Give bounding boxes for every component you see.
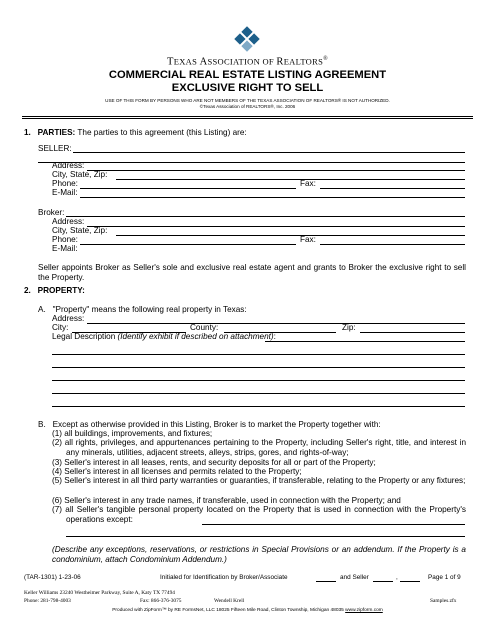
section-1-heading: 1. PARTIES: The parties to this agreement (this Listing) are:	[24, 128, 247, 137]
broker-city-label: City, State, Zip:	[52, 226, 108, 235]
list-item: (4) Seller's interest in all licenses and permits related to the Property;	[52, 467, 302, 476]
seller-email-label: E-Mail:	[52, 188, 78, 197]
broker-fax-label: Fax:	[300, 235, 316, 244]
copyright: ©Texas Association of REALTORS®, Inc. 2006	[199, 104, 296, 109]
seller-email-line[interactable]	[80, 197, 465, 198]
header-rule	[22, 116, 473, 117]
seller-label: SELLER:	[38, 144, 72, 153]
header-rule-2	[22, 118, 473, 119]
describe-note: (Describe any exceptions, reservations, or restrictions in Special Provisions or an addendum. If the Property is a condominium, attach Condominium Addendum.)	[52, 545, 466, 564]
seller-initials-line-2[interactable]	[400, 581, 420, 582]
legal-line-1[interactable]	[52, 354, 465, 355]
appointment-paragraph: Seller appoints Broker as Seller's sole and exclusive real estate agent and grants to Broker the exclusive right to sell the Property.	[38, 263, 466, 282]
broker-fax-line[interactable]	[320, 244, 465, 245]
legal-line-4[interactable]	[52, 393, 465, 394]
tar-logo-icon	[234, 26, 260, 52]
broker-address-line[interactable]	[87, 226, 465, 227]
broker-phone-line[interactable]	[80, 244, 296, 245]
company-fax: Fax: 866-376-3075	[140, 598, 182, 604]
initials-comma: ,	[396, 574, 398, 581]
org-name: TEXAS ASSOCIATION OF REALTORS®	[167, 56, 328, 68]
seller-name-line[interactable]	[73, 152, 465, 153]
seller-fax-line[interactable]	[320, 188, 465, 189]
page-number: Page 1 of 9	[428, 574, 461, 581]
form-id: (TAR-1301) 1-23-06	[24, 574, 81, 581]
property-zip-line[interactable]	[360, 332, 465, 333]
legal-line-0[interactable]	[265, 341, 465, 342]
property-city-label: City:	[52, 323, 69, 332]
company-phone: Phone: 281-798-4003	[24, 598, 71, 604]
section-2-heading: 2. PROPERTY:	[24, 286, 85, 295]
seller-city-line[interactable]	[116, 179, 465, 180]
broker-initials-line[interactable]	[316, 581, 336, 582]
exceptions-line-0[interactable]	[202, 524, 465, 525]
use-notice: USE OF THIS FORM BY PERSONS WHO ARE NOT MEMBERS OF THE TEXAS ASSOCIATION OF REALTORS® IS NOT AUTHORIZED.	[105, 98, 390, 103]
broker-email-label: E-Mail:	[52, 244, 78, 253]
legal-description-label: Legal Description (Identify exhibit if described on attachment):	[52, 332, 276, 341]
legal-line-2[interactable]	[52, 367, 465, 368]
property-address-label: Address:	[52, 314, 85, 323]
initials-label: Initialed for Identification by Broker/Associate	[160, 574, 288, 581]
property-address-line[interactable]	[87, 323, 465, 324]
agent-name: Wendell Krell	[214, 598, 245, 604]
seller-phone-label: Phone:	[52, 179, 78, 188]
zipform-credit: Produced with ZipForm™ by RE FormsNet, LLC 18025 Fifteen Mile Road, Clinton Township, Michigan 48035 www.zipform.com	[112, 608, 383, 613]
form-subtitle: EXCLUSIVE RIGHT TO SELL	[171, 82, 324, 94]
legal-line-5[interactable]	[52, 406, 465, 407]
seller-name-line-2[interactable]	[38, 162, 465, 163]
seller-phone-line[interactable]	[80, 188, 296, 189]
list-item: (2) all rights, privileges, and appurtenances pertaining to the Property, including Seller's right, title, and interest in any minerals, utilities, adjacent streets, alleys, strips, gores, and rights-of-way;	[52, 438, 467, 457]
broker-phone-label: Phone:	[52, 235, 78, 244]
broker-label: Broker:	[38, 208, 65, 217]
list-item: (6) Seller's interest in any trade names, if transferable, used in connection with the Property; and	[52, 496, 401, 505]
broker-city-line[interactable]	[116, 235, 465, 236]
seller-fax-label: Fax:	[300, 179, 316, 188]
property-zip-label: Zip:	[342, 323, 356, 332]
form-title: COMMERCIAL REAL ESTATE LISTING AGREEMENT	[108, 69, 387, 81]
broker-address-label: Address:	[52, 217, 85, 226]
legal-line-3[interactable]	[52, 380, 465, 381]
and-seller-label: and Seller	[340, 574, 369, 581]
seller-address-label: Address:	[52, 161, 85, 170]
list-item: (3) Seller's interest in all leases, rents, and security deposits for all or part of the Property;	[52, 458, 376, 467]
seller-address-line[interactable]	[87, 170, 465, 171]
list-item: (1) all buildings, improvements, and fixtures;	[52, 429, 213, 438]
exceptions-line-1[interactable]	[66, 536, 465, 537]
list-item: (5) Seller's interest in all third party warranties or guaranties, if transferable, relating to the Property or any fixtures;	[52, 476, 466, 485]
seller-city-label: City, State, Zip:	[52, 170, 108, 179]
zipform-link[interactable]: www.zipform.com	[345, 608, 383, 613]
file-name: Samples.zfx	[430, 598, 457, 604]
property-county-label: County:	[190, 323, 219, 332]
list-item: (7) all Seller's tangible personal property located on the Property that is used in connection with the Property's operations except:	[52, 505, 466, 524]
company-info: Keller Williams 23240 Westheimer Parkway, Suite A, Katy TX 77494	[24, 590, 175, 596]
seller-initials-line-1[interactable]	[373, 581, 393, 582]
broker-name-line[interactable]	[66, 216, 465, 217]
item-a: A. "Property" means the following real property in Texas:	[38, 305, 247, 314]
item-b: B. Except as otherwise provided in this Listing, Broker is to market the Property together with:	[38, 420, 381, 429]
